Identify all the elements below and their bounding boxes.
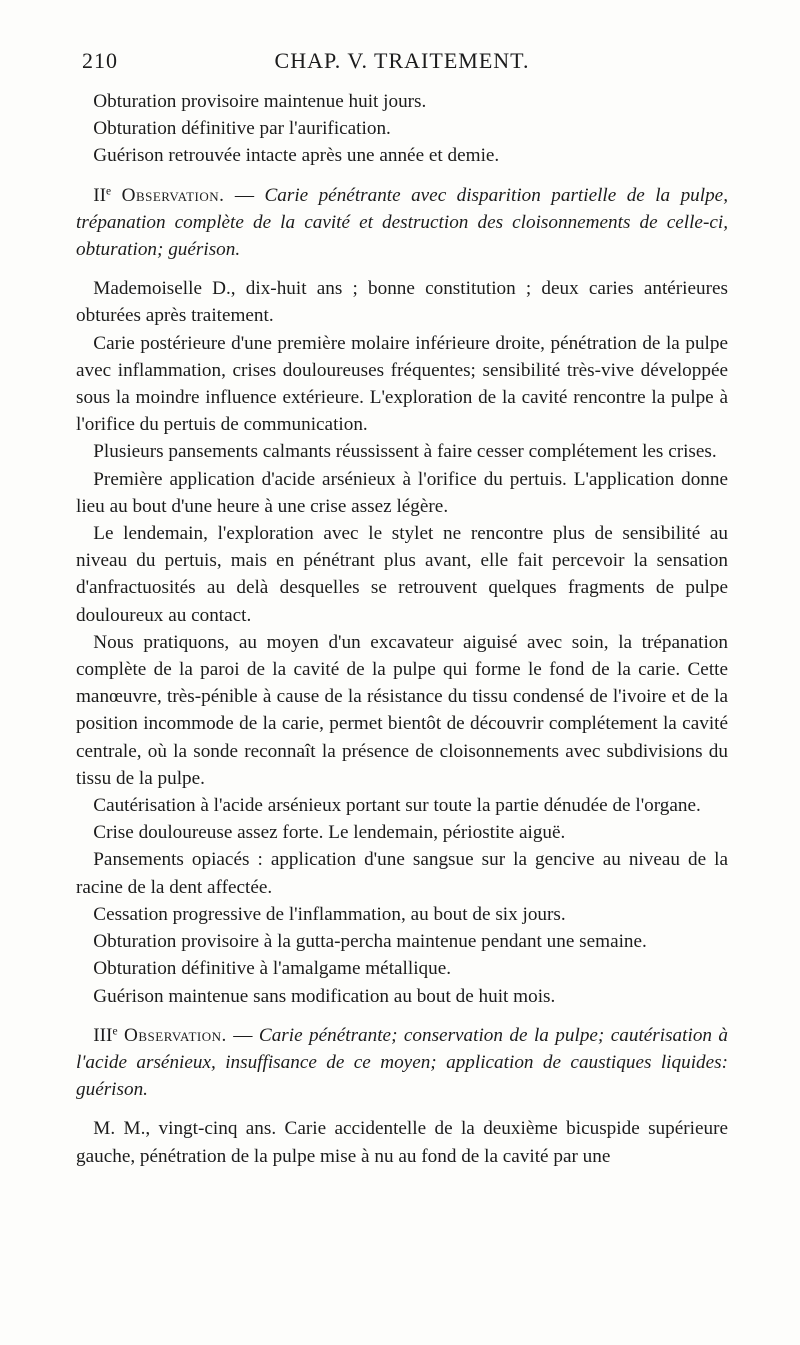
paragraph: Cessation progressive de l'inflammation, au bout de six jours. xyxy=(93,903,566,925)
paragraph: Première application d'acide arsénieux à l'orifice du pertuis. L'application donne lieu au bout d'une heure à une crise assez légère. xyxy=(76,468,728,517)
running-header xyxy=(82,48,722,78)
page-number: 210 xyxy=(82,48,118,73)
paragraph: Obturation provisoire à la gutta-percha maintenue pendant une semaine. xyxy=(93,931,647,953)
observation-heading-2 xyxy=(76,182,728,264)
ordinal-suffix: e xyxy=(106,185,112,198)
observation-number: III xyxy=(93,1024,113,1046)
page-body xyxy=(76,88,728,1170)
paragraph: Nous pratiquons, au moyen d'un excavateur aiguisé avec soin, la trépanation complète de la paroi de la cavité de la pulpe qui forme le fond de la carie. Cette manœuvre, très-pénible à cause de la résistance du tissu condensé de l'ivoire et de la position incommode de la carie, permet bientôt de découvrir complétement la cavité centrale, où la sonde reconnaît la présence de cloisonnements avec subdivisions du tissu de la pulpe. xyxy=(76,631,728,789)
ordinal-suffix: e xyxy=(112,1025,118,1038)
paragraph: Crise douloureuse assez forte. Le lendemain, périostite aiguë. xyxy=(93,822,566,844)
paragraph: M. M., vingt-cinq ans. Carie accidentelle de la deuxième bicuspide supérieure gauche, pénétration de la pulpe mise à nu au fond de la cavité par une xyxy=(76,1118,728,1167)
paragraph: Le lendemain, l'exploration avec le stylet ne rencontre plus de sensibilité au niveau du pertuis, mais en pénétrant plus avant, elle fait percevoir la sensation d'anfractuosités au delà desquelles se retrouvent quelques fragments de pulpe douloureux au contact. xyxy=(76,523,728,626)
running-title: CHAP. V. TRAITEMENT. xyxy=(274,48,530,73)
observation-label: Observation. xyxy=(124,1024,227,1046)
paragraph: Obturation provisoire maintenue huit jours. xyxy=(93,91,427,112)
observation-title: Carie pénétrante avec disparition partielle de la pulpe, trépanation complète de la cavité et destruction des cloisonnements de celle-ci, obturation; guérison. xyxy=(76,184,728,261)
paragraph: Mademoiselle D., dix-huit ans ; bonne constitution ; deux caries antérieures obturées après traitement. xyxy=(76,278,728,327)
paragraph: Carie postérieure d'une première molaire inférieure droite, pénétration de la pulpe avec inflammation, crises douloureuses fréquentes; sensibilité très-vive développée sous la moindre influence extérieure. L'exploration de la cavité rencontre la pulpe à l'orifice du pertuis de communication. xyxy=(76,332,728,436)
observation-label: Observation. xyxy=(121,184,225,206)
observation-heading-3 xyxy=(76,1022,728,1104)
paragraph: Obturation définitive à l'amalgame métallique. xyxy=(93,958,452,980)
em-dash: — xyxy=(226,1024,259,1046)
em-dash: — xyxy=(224,184,265,206)
paragraph: Plusieurs pansements calmants réussissent à faire cesser complétement les crises. xyxy=(93,441,717,463)
paragraph: Guérison retrouvée intacte après une année et demie. xyxy=(93,145,500,167)
paragraph: Guérison maintenue sans modification au bout de huit mois. xyxy=(93,985,556,1007)
observation-title: Carie pénétrante; conservation de la pulpe; cautérisation à l'acide arsénieux, insuffisance de ce moyen; application de caustiques liquides: guérison. xyxy=(76,1024,729,1101)
paragraph: Obturation définitive par l'aurification. xyxy=(93,118,391,140)
observation-number: II xyxy=(93,184,107,206)
paragraph: Pansements opiacés : application d'une sangsue sur la gencive au niveau de la racine de la dent affectée. xyxy=(76,849,728,898)
paragraph: Cautérisation à l'acide arsénieux portant sur toute la partie dénudée de l'organe. xyxy=(93,795,701,817)
